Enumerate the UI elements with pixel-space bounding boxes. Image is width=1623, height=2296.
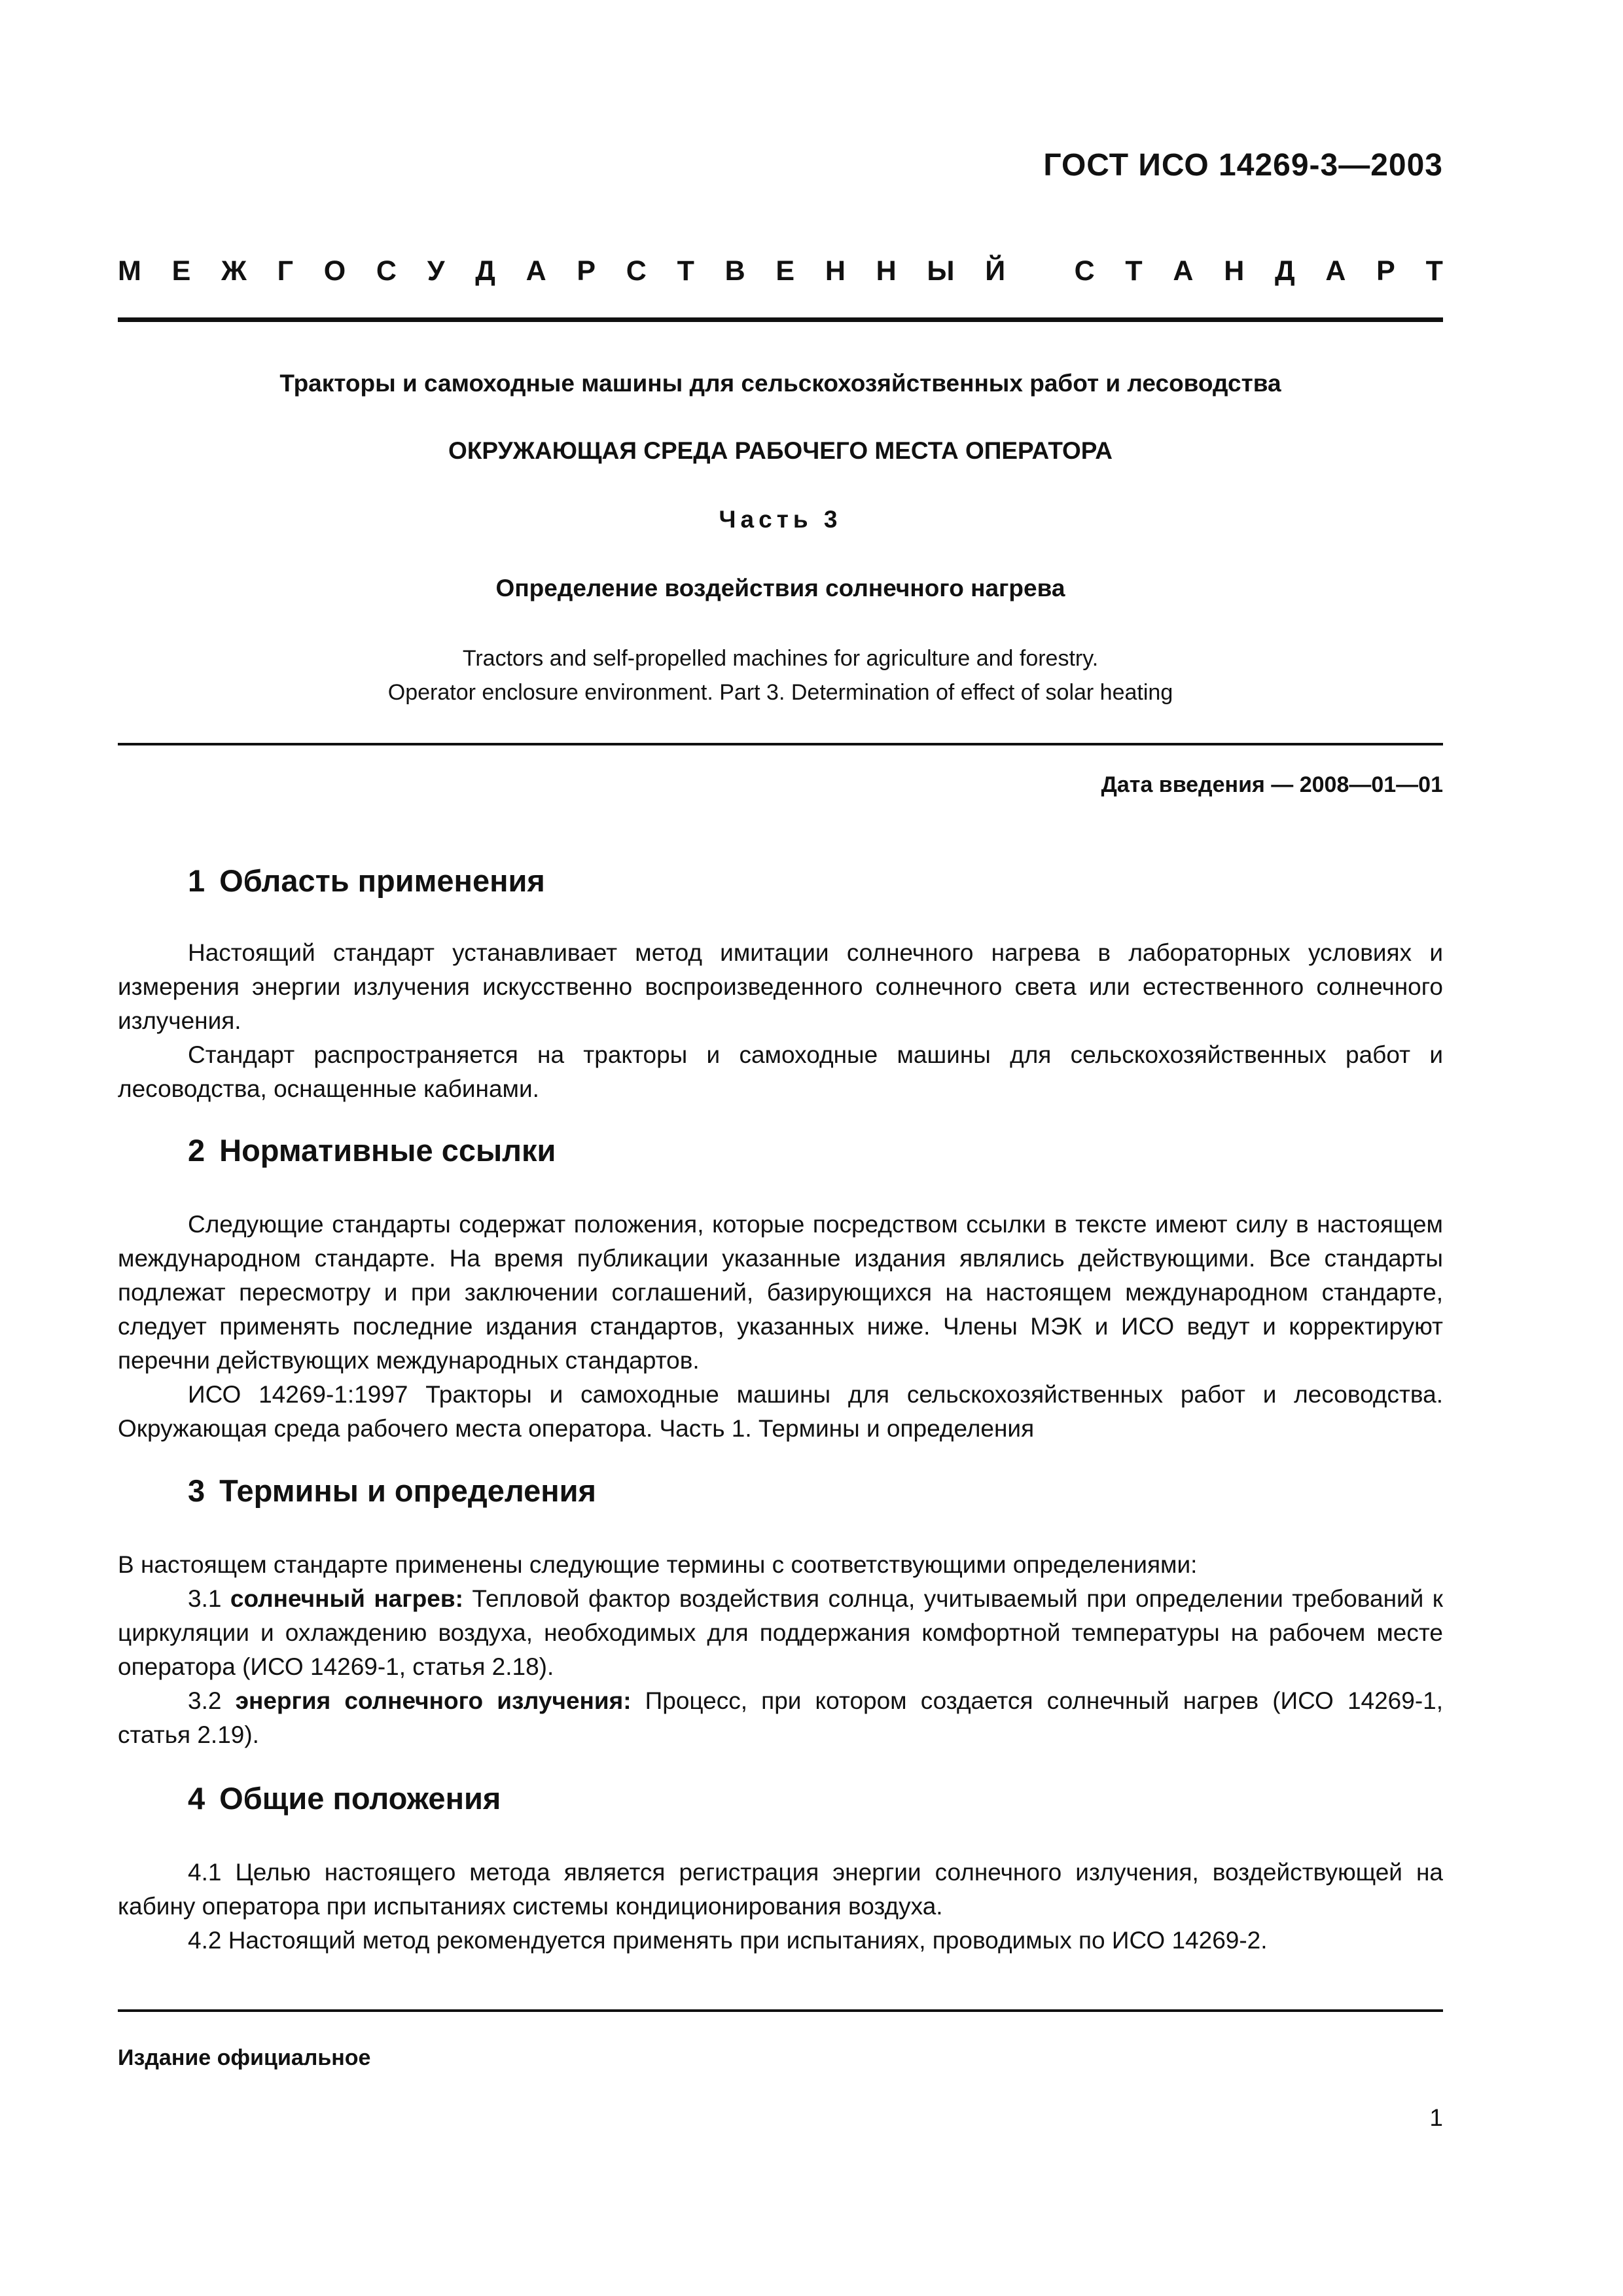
banner-letter: В: [724, 255, 745, 287]
banner-letter: М: [118, 255, 141, 287]
banner-letter: Т: [677, 255, 694, 287]
section-heading: [188, 1132, 556, 1168]
paragraph: 4.2 Настоящий метод рекомендуется применять при испытаниях, проводимых по ИСО 14269-2.: [188, 1927, 1268, 1954]
document-number: ГОСТ ИСО 14269-3—2003: [1043, 148, 1443, 183]
banner-letter: Д: [1274, 255, 1295, 287]
banner-letter: Р: [577, 255, 596, 287]
header-divider: [118, 317, 1443, 322]
banner-gap: [1036, 255, 1044, 287]
term-number: 3.1: [188, 1585, 222, 1612]
term-text: Процесс, при котором создается солнечный нагрев (ИСО 14269-1, статья 2.19).: [118, 1687, 1444, 1748]
title-upper: ОКРУЖАЮЩАЯ СРЕДА РАБОЧЕГО МЕСТА ОПЕРАТОРА: [448, 437, 1113, 464]
banner-letter: Г: [277, 255, 293, 287]
banner-letter: Р: [1376, 255, 1395, 287]
title-part: Часть 3: [719, 506, 842, 533]
title-english-line: Tractors and self-propelled machines for agriculture and forestry.: [462, 646, 1099, 671]
banner-letter: С: [1074, 255, 1095, 287]
term-name: солнечный нагрев:: [230, 1585, 463, 1612]
section-number: 2: [188, 1133, 205, 1168]
title-subtitle: Определение воздействия солнечного нагрева: [495, 575, 1065, 601]
banner-letter: С: [376, 255, 397, 287]
term-definition: [118, 1684, 1443, 1752]
term-text: Тепловой фактор воздействия солнца, учитываемый при определении требований к циркуляции и охлаждению воздуха, необходимых для поддержания комфортной температуры на рабочем месте оператора (ИСО 14269-1, статья 2.18).: [118, 1585, 1443, 1680]
banner-letter: Т: [1125, 255, 1143, 287]
banner-letter: Н: [825, 255, 846, 287]
paragraph: Настоящий стандарт устанавливает метод имитации солнечного нагрева в лабораторных условиях и измерения энергии излучения искусственно воспроизведенного солнечного света или естественного солнечного излучения.: [118, 939, 1443, 1034]
footer-divider: [118, 2009, 1443, 2012]
section-title: Термины и определения: [219, 1473, 596, 1508]
banner-letter: А: [1173, 255, 1194, 287]
official-edition-label: Издание официальное: [118, 2045, 371, 2070]
title-english-line: Operator enclosure environment. Part 3. Determination of effect of solar heating: [387, 680, 1173, 705]
paragraph: 4.1 Целью настоящего метода является регистрация энергии солнечного излучения, воздействующей на кабину оператора при испытаниях системы кондиционирования воздуха.: [118, 1859, 1443, 1920]
banner-letter: А: [526, 255, 546, 287]
term-number: 3.2: [188, 1687, 222, 1714]
section-heading: [188, 1780, 501, 1816]
paragraph: Следующие стандарты содержат положения, которые посредством ссылки в тексте имеют силу в настоящем международном стандарте. На время публикации указанные издания являлись действующими. Все стандарты подлежат пересмотру и при заключении соглашений, базирующихся на настоящем международном стандарте, следует применять последние издания стандартов, указанных ниже. Члены МЭК и ИСО ведут и корректируют перечни действующих международных стандартов.: [118, 1211, 1443, 1374]
banner-letter: Ы: [927, 255, 955, 287]
banner-letter: Е: [776, 255, 795, 287]
title-divider: [118, 743, 1443, 745]
banner-letter: Ж: [221, 255, 247, 287]
section-title: Нормативные ссылки: [219, 1133, 556, 1168]
banner-letter: У: [427, 255, 445, 287]
section-number: 3: [188, 1473, 205, 1508]
term-name: энергия солнечного излучения:: [235, 1687, 632, 1714]
banner-letter: Д: [475, 255, 495, 287]
section-heading: [188, 863, 545, 899]
document-page: [118, 0, 1443, 2296]
banner-letter: Т: [1425, 255, 1443, 287]
banner-letter: О: [323, 255, 346, 287]
banner-letter: Й: [985, 255, 1006, 287]
banner-letter: А: [1325, 255, 1346, 287]
section-body: [118, 1548, 1443, 1752]
term-definition: [118, 1582, 1443, 1684]
banner-letter: С: [626, 255, 647, 287]
standard-banner: [118, 255, 1443, 287]
banner-letter: Н: [876, 255, 897, 287]
section-body: [118, 1208, 1443, 1446]
page-number: 1: [1429, 2104, 1443, 2131]
section-heading: [188, 1473, 596, 1509]
title-english: [118, 641, 1443, 709]
banner-letter: Е: [171, 255, 191, 287]
paragraph: ИСО 14269-1:1997 Тракторы и самоходные машины для сельскохозяйственных работ и лесоводства. Окружающая среда рабочего места оператора. Часть 1. Термины и определения: [118, 1381, 1443, 1442]
paragraph: Стандарт распространяется на тракторы и самоходные машины для сельскохозяйственных работ и лесоводства, оснащенные кабинами.: [118, 1041, 1443, 1102]
section-title: Область применения: [219, 863, 545, 898]
banner-letter: Н: [1224, 255, 1245, 287]
introduction-date: Дата введения — 2008—01—01: [1101, 772, 1443, 797]
section-body: [118, 1856, 1443, 1958]
section-title: Общие положения: [219, 1781, 501, 1816]
section-number: 1: [188, 863, 205, 898]
title-main: Тракторы и самоходные машины для сельскохозяйственных работ и лесоводства: [279, 370, 1281, 397]
paragraph: В настоящем стандарте применены следующие термины с соответствующими определениями:: [118, 1551, 1198, 1578]
section-number: 4: [188, 1781, 205, 1816]
section-body: [118, 936, 1443, 1106]
